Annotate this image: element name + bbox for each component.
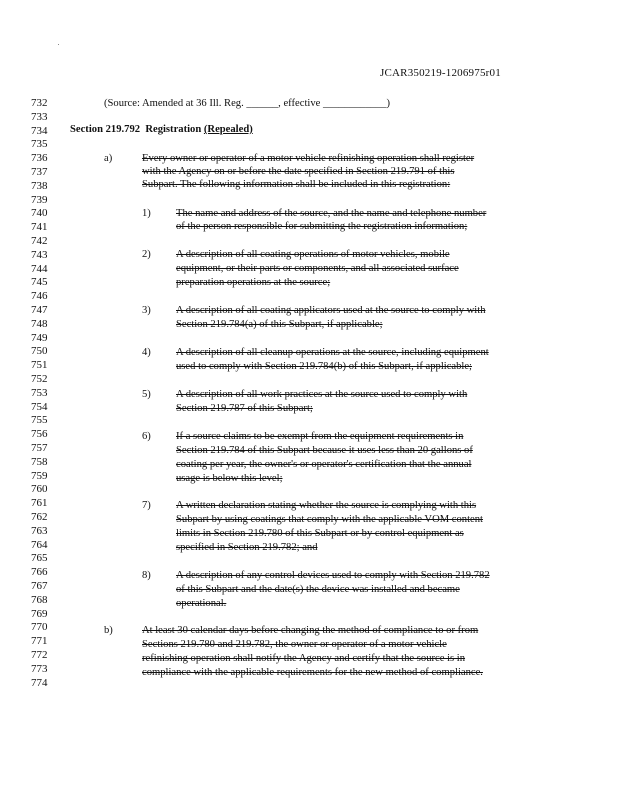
item-label: 5) <box>142 389 151 400</box>
line-number: 743 <box>31 248 48 261</box>
line-number: 766 <box>31 566 48 579</box>
item-line: A description of all coating operations of motor vehicles, mobile <box>176 249 450 260</box>
item-line: specified in Section 219.782; and <box>176 542 318 553</box>
line-number: 752 <box>31 373 48 385</box>
item-line: The name and address of the source, and the name and telephone number <box>176 208 487 219</box>
subsection-b-line: Sections 219.780 and 219.782, the owner or operator of a motor vehicle <box>142 639 447 650</box>
line-number: 750 <box>31 345 48 358</box>
item-line: A description of any control devices used to comply with Section 219.782 <box>176 570 490 581</box>
item-line: of this Subpart and the date(s) the device was installed and became <box>176 584 460 595</box>
item-line: A description of all cleanup operations at the source, including equipment <box>176 347 489 358</box>
scan-speck <box>58 44 59 45</box>
line-number: 760 <box>31 483 48 496</box>
line-number: 744 <box>31 262 48 275</box>
line-number: 745 <box>31 276 48 289</box>
line-number: 768 <box>31 593 48 606</box>
line-number: 737 <box>31 166 48 178</box>
line-number: 736 <box>31 152 48 165</box>
line-number: 774 <box>31 676 48 689</box>
item-line: coating per year, the owner's or operator's certification that the annual <box>176 459 472 470</box>
subsection-a-label: a) <box>104 153 113 164</box>
item-line: Section 219.787 of this Subpart; <box>176 403 313 414</box>
document-id: JCAR350219-1206975r01 <box>380 67 501 79</box>
line-number: 732 <box>31 97 48 109</box>
item-label: 6) <box>142 431 151 442</box>
line-number: 754 <box>31 400 48 413</box>
subsection-b-label: b) <box>104 625 113 636</box>
line-number: 734 <box>31 124 48 137</box>
item-line: operational. <box>176 598 227 609</box>
line-number: 769 <box>31 607 48 620</box>
section-title: Registration <box>145 124 202 135</box>
subsection-a-line: Every owner or operator of a motor vehicle refinishing operation shall register <box>142 153 475 164</box>
line-number: 772 <box>31 649 48 661</box>
item-line: If a source claims to be exempt from the equipment requirements in <box>176 431 464 442</box>
line-number: 773 <box>31 662 48 675</box>
item-label: 8) <box>142 570 151 581</box>
item-label: 1) <box>142 208 151 219</box>
line-number: 741 <box>31 221 48 234</box>
line-number: 756 <box>31 428 48 441</box>
line-number: 761 <box>31 497 48 510</box>
line-number: 764 <box>31 538 48 551</box>
line-number: 767 <box>31 580 48 592</box>
item-line: equipment, or their parts or components, and all associated surface <box>176 263 459 274</box>
line-number: 749 <box>31 331 48 344</box>
item-line: A written declaration stating whether the source is complying with this <box>176 500 477 511</box>
item-label: 4) <box>142 347 151 358</box>
subsection-b-line: compliance with the applicable requirements for the new method of compliance. <box>142 667 483 678</box>
line-number: 770 <box>31 621 48 634</box>
subsection-a-line: with the Agency on or before the date specified in Section 219.791 of this <box>142 166 455 177</box>
item-line: Section 219.784(a) of this Subpart, if applicable; <box>176 319 383 330</box>
line-number: 738 <box>31 179 48 192</box>
item-label: 2) <box>142 249 151 260</box>
subsection-b-line: refinishing operation shall notify the Agency and certify that the source is in <box>142 653 466 664</box>
item-label: 7) <box>142 500 151 511</box>
section-number: Section 219.792 <box>70 124 141 135</box>
line-number: 747 <box>31 304 48 316</box>
line-number: 759 <box>31 469 48 482</box>
line-number: 758 <box>31 455 48 468</box>
line-number: 771 <box>31 635 48 648</box>
section-status: (Repealed) <box>203 124 253 135</box>
line-number: 755 <box>31 414 48 427</box>
item-label: 3) <box>142 305 151 316</box>
line-number: 740 <box>31 207 48 220</box>
line-number: 757 <box>31 442 48 454</box>
section-heading <box>70 123 253 136</box>
line-number: 733 <box>31 110 48 123</box>
item-line: A description of all work practices at the source used to comply with <box>176 389 468 400</box>
line-number: 742 <box>31 235 48 247</box>
item-line: preparation operations at the source; <box>176 277 331 288</box>
line-number: 753 <box>31 386 48 399</box>
line-number: 735 <box>31 138 48 151</box>
item-line: A description of all coating applicators used at the source to comply with <box>176 305 486 316</box>
item-line: used to comply with Section 219.784(b) of this Subpart, if applicable; <box>176 361 472 372</box>
line-number: 763 <box>31 524 48 537</box>
source-note: (Source: Amended at 36 Ill. Reg. ______, effective ____________) <box>104 98 391 109</box>
subsection-a-line: Subpart. The following information shall be included in this registration: <box>142 179 451 190</box>
line-number: 739 <box>31 193 48 206</box>
line-number: 748 <box>31 317 48 330</box>
line-number: 751 <box>31 359 48 372</box>
line-number: 746 <box>31 290 48 303</box>
line-number: 762 <box>31 511 48 523</box>
item-line: of the person responsible for submitting the registration information; <box>176 221 468 232</box>
item-line: Subpart by using coatings that comply with the applicable VOM content <box>176 514 483 525</box>
item-line: Section 219.784 of this Subpart because it uses less than 20 gallons of <box>176 445 473 456</box>
subsection-b-line: At least 30 calendar days before changing the method of compliance to or from <box>142 625 479 636</box>
line-number: 765 <box>31 552 48 565</box>
item-line: limits in Section 219.780 of this Subpart or by control equipment as <box>176 528 464 539</box>
item-line: usage is below this level; <box>176 473 283 484</box>
